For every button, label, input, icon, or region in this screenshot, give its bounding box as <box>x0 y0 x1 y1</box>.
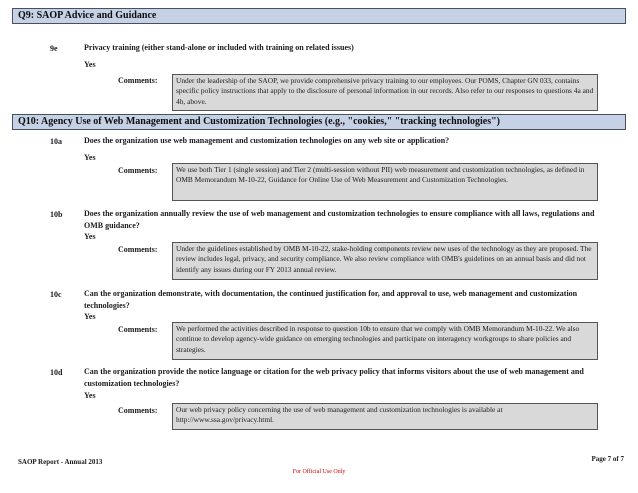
question-text: Privacy training (either stand-alone or included with training on related issues) <box>84 43 354 52</box>
section-header-q10: Q10: Agency Use of Web Management and Customization Technologies (e.g., "cookies," "tracking technologies") <box>12 114 626 130</box>
comments-label: Comments: <box>118 325 158 334</box>
comments-label: Comments: <box>118 406 158 415</box>
answer-value: Yes <box>84 391 96 400</box>
answer-value: Yes <box>84 312 96 321</box>
comments-box: Under the guidelines established by OMB M-10-22, stake-holding components review new uses of the technology as they are proposed. The review includes legal, privacy, and security compliance. We also review compliance with OMB's guidelines on an annual basis and did not identify any issues during our FY 2013 annual review. <box>172 242 598 280</box>
question-text: Can the organization provide the notice language or citation for the web privacy policy that informs visitors about the use of web management and customization technologies? <box>84 367 584 388</box>
comments-box: We performed the activities described in response to question 10b to ensure that we comply with OMB Memorandum M-10-22. We also continue to develop agency-wide guidance on emerging technologies and participate on interagency workgroups to share policies and strategies. <box>172 322 598 360</box>
question-number: 10d <box>50 368 63 377</box>
answer-value: Yes <box>84 153 96 162</box>
question-number: 10a <box>50 137 62 146</box>
classification-label: For Official Use Only <box>292 469 346 475</box>
comments-label: Comments: <box>118 76 158 85</box>
answer-value: Yes <box>84 232 96 241</box>
question-number: 10b <box>50 210 63 219</box>
question-text: Can the organization demonstrate, with documentation, the continued justification for, and approval to use, web management and customization technologies? <box>84 289 578 310</box>
section-header-q9: Q9: SAOP Advice and Guidance <box>12 8 626 24</box>
comments-box: Our web privacy policy concerning the use of web management and customization technologies is available at http://www.ssa.gov/privacy.html. <box>172 403 598 430</box>
question-number: 10c <box>50 290 62 299</box>
comments-box: We use both Tier 1 (single session) and Tier 2 (multi-session without PII) web measurement and customization technologies, as defined in OMB Memorandum M-10-22, Guidance for Online Use of Web Measurement and Customization Technologies. <box>172 163 598 201</box>
answer-value: Yes <box>84 60 96 69</box>
page-number: Page 7 of 7 <box>591 455 624 463</box>
question-number: 9e <box>50 44 58 53</box>
report-title-footer: SAOP Report - Annual 2013 <box>18 458 103 466</box>
question-text: Does the organization use web management and customization technologies on any web site or application? <box>84 136 450 145</box>
comments-label: Comments: <box>118 245 158 254</box>
comments-label: Comments: <box>118 166 158 175</box>
comments-box: Under the leadership of the SAOP, we provide comprehensive privacy training to our employees. Our POMS, Chapter GN 033, contains specific policy instructions that apply to the disclosure of personal information in our records. Also refer to our responses to questions 4a and 4b, above. <box>172 74 598 111</box>
question-text: Does the organization annually review the use of web management and customization technologies to ensure compliance with all laws, regulations and OMB guidance? <box>84 209 595 230</box>
